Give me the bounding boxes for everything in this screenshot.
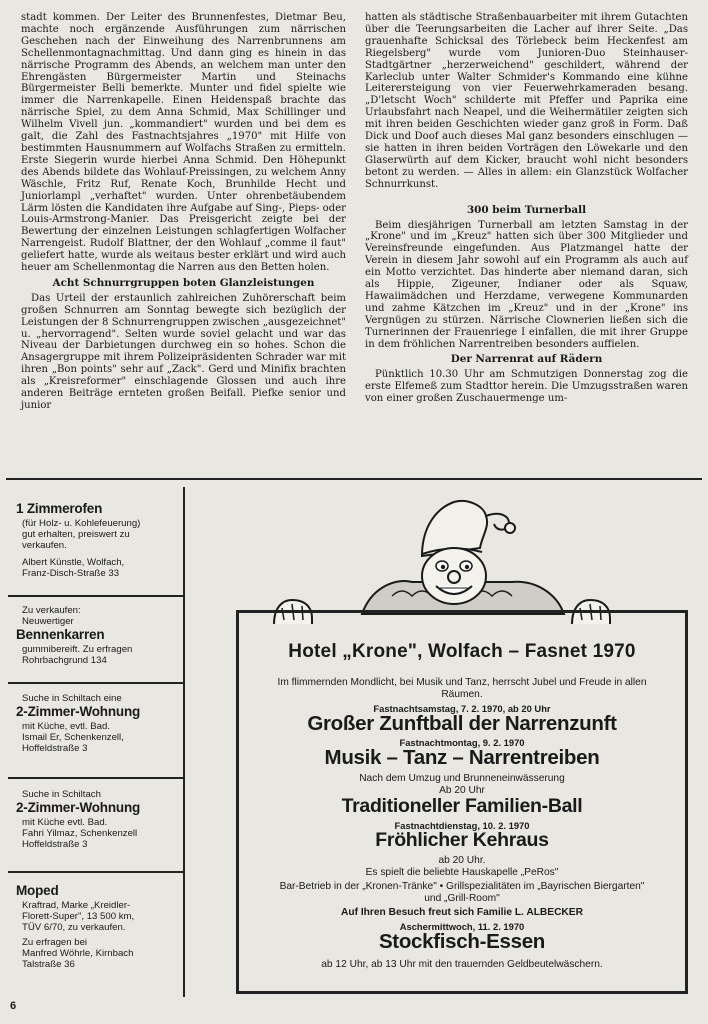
ad-heading: 2-Zimmer-Wohnung xyxy=(16,800,141,815)
ad-heading: 1 Zimmerofen xyxy=(16,501,103,516)
article-paragraph: Beim diesjährigen Turnerball am letzten Samstag in der „Krone" und im „Kreuz" hatten sich über 300 Mitglieder und Vereinsfreunde eingefunden. Aus Platzmangel hatte der Verein in diesem Jahr sowohl auf ein Programm als auch auf ein Motto verzichtet. Das hinderte aber niemand daran, sich als Hippie, Zigeuner, Indianer oder als Squaw, Hawaiimädchen und Herzdame, verwegene Kommunarden und zahme Kätzchen im „Kreuz" und in der „Krone" ins Vergnügen zu stürzen. Närrische Clownerien ließen sich die Turnerinnen der Frauenriege I einfallen, die mit ihrer Gruppe in dem fröhlichen Narrentreiben besonders auffielen. xyxy=(365,219,688,350)
event-date: Fastnachtdienstag, 10. 2. 1970 xyxy=(394,820,530,831)
section-heading: Acht Schnurrgruppen boten Glanzleistungen xyxy=(52,276,315,289)
ad-line: Florett-Super", 13 500 km, xyxy=(22,911,135,922)
event-note: Es spielt die beliebte Hauskapelle „PeRos" xyxy=(365,867,559,878)
classified-ad xyxy=(8,693,181,754)
article-paragraph: stadt kommen. Der Leiter des Brunnenfestes, Dietmar Beu, machte noch ergänzende Ausführungen zum närrischen Geschehen nach der Einweihung des Narrenbrunnens am Schellenmontagnachmittag. Und dann ging es hinein in das närrische Programm des Abends, an welchem man unter den Ehrengästen Bürgermeister Martin und Steinachs Bürgermeister Belli bemerkte. Munter und fidel spielte wie immer die Narrenkapelle. Einen Heidenspaß brachte das närrische Spiel, zu dem Anna Schmid, Max Schillinger und Wilhelm Vivell jun. „kommandiert" wurden und bei dem es galt, die Zahl des Fastnachtsjahres „1970" mit Hilfe von bestimmten Hausnummern auf Wolfachs Straßen zu ermitteln. Erste Siegerin wurde hierbei Anna Schmid. Den Höhepunkt des Abends bildete das Wohlauf-Preissingen, zu welchem Anny Wäschle, Fritz Ruf, Renate Koch, Brunhilde Hecht und Juniorlampl „verhaftet" wurden. Unter ohrenbetäubendem Lärm lösten die Kandidaten ihre Aufgabe auf Sing-, Pieps- oder Louis-Armstrong-Manier. Das Preisgericht zeigte bei der Bewertung der einzelnen Leistungen schlagfertigen Wolfacher Narrengeist. Rudolf Blattner, der den Wohlauf „comme il faut" geliefert hatte, wurde als weitaus bester erklärt und wird auch heuer am Schellenmontag die Narren aus den Betten holen. xyxy=(21,12,346,274)
ad-heading: 2-Zimmer-Wohnung xyxy=(16,704,141,719)
article-column-left xyxy=(21,12,346,412)
ad-line: Fahri Yilmaz, Schenkenzell xyxy=(22,828,138,839)
ad-heading: Moped xyxy=(16,883,59,898)
ad-line: Talstraße 36 xyxy=(22,959,75,970)
ad-divider xyxy=(8,777,183,779)
event-date: Fastnachtsamstag, 7. 2. 1970, ab 20 Uhr xyxy=(373,703,551,714)
jester-clown-icon xyxy=(272,496,612,624)
ad-heading: Bennenkarren xyxy=(16,627,105,642)
classified-ad xyxy=(8,789,181,850)
ad-line: Manfred Wöhrle, Kirnbach xyxy=(22,948,134,959)
ad-line: verkaufen. xyxy=(22,540,67,551)
ad-line: TÜV 6/70, zu verkaufen. xyxy=(22,922,126,933)
event-note: Ab 20 Uhr xyxy=(439,785,485,796)
ad-line: Rohrbachgrund 134 xyxy=(22,655,107,666)
ad-divider xyxy=(8,682,183,684)
hotel-krone-ad xyxy=(236,610,688,994)
ad-divider xyxy=(8,595,183,597)
ad-line: Zu erfragen bei xyxy=(22,937,88,948)
article-paragraph: Pünktlich 10.30 Uhr am Schmutzigen Donnerstag zog die erste Elfemeß zum Stadttor herein. Die Umzugsstraßen waren von einer großen Zuschauermenge um- xyxy=(365,369,688,405)
section-heading: Der Narrenrat auf Rädern xyxy=(450,353,603,366)
event-note: und „Grill-Room" xyxy=(424,893,500,904)
event-note: ab 20 Uhr. xyxy=(438,855,486,866)
ad-line: Neuwertiger xyxy=(22,616,74,627)
ad-line: Ismail Er, Schenkenzell, xyxy=(22,732,124,743)
event-title: Traditioneller Familien-Ball xyxy=(341,795,583,817)
ad-title: Hotel „Krone", Wolfach – Fasnet 1970 xyxy=(288,641,636,662)
article-paragraph: hatten als städtische Straßenbauarbeiter mit ihrem Gutachten über die Teerungsarbeiten die Lacher auf ihrer Seite. „Das grauenhafte Schicksal des Törlebeck beim Heckenfest am Riegelsberg" wurde vom Junioren-Duo Steinhauser-Stadtgärtner „herzerweichend" geschildert, während der Karleclub unter Walter Schmider's Kommando eine kühne Leiterersteigung von vier Feuerwehrkameraden besang. „D'letscht Woch" schilderte mit Pfeffer und Paprika eine Urlaubsfahrt nach Neapel, und die Weihermätiler zeigten sich mit ihren beiden Geschichten wieder ganz groß in Form. Daß Dick und Doof auch dieses Mal ganz besonders einschlugen — sie hatten in ihren beiden Vorträgen den Löwekarle und den Glaserwürth auf dem Kicker, braucht wohl nicht besonders betont zu werden. — Alles in allem: ein Glanzstück Wolfacher Schnurrkunst. xyxy=(365,12,688,190)
ad-line: Hoffeldstraße 3 xyxy=(22,743,88,754)
event-title: Musik – Tanz – Narrentreiben xyxy=(324,746,600,769)
ad-line: Albert Künstle, Wolfach, xyxy=(22,557,125,568)
classified-ad xyxy=(8,605,181,666)
ad-line: mit Küche evtl. Bad. xyxy=(22,817,108,828)
event-date: Fastnachtmontag, 9. 2. 1970 xyxy=(399,737,525,748)
event-date: Aschermittwoch, 11. 2. 1970 xyxy=(399,921,525,932)
page-number: 6 xyxy=(10,1000,17,1012)
event-note: Nach dem Umzug und Brunneneinwässerung xyxy=(359,773,565,784)
classified-ad xyxy=(8,501,181,579)
ad-line: mit Küche, evtl. Bad. xyxy=(22,721,110,732)
event-note: Bar-Betrieb in der „Kronen-Tränke" • Grillspezialitäten im „Bayrischen Biergarten" xyxy=(279,881,645,892)
ad-line: Suche in Schiltach xyxy=(22,789,101,800)
article-paragraph: Das Urteil der erstaunlich zahlreichen Zuhörerschaft beim großen Schnurren am Sonntag bewegte sich bezüglich der Leistungen der 8 Schnurrengruppen zwischen „ausgezeichnet" u. „hervorragend". Selten wurde soviel gelacht und war das Niveau der Darbietungen durchweg ein so hohes. Schon die Ansagergruppe mit ihrem Polizeipräsidenten Schrader war mit ihren „Bon points" sehr auf „Zack". Gerd und Minifix brachten als „Kreisreformer" einschlagende Glossen und auch ihre anderen Beiträge ernteten großen Beifall. Piefke senior und junior xyxy=(21,292,346,411)
event-note: Auf Ihren Besuch freut sich Familie L. ALBECKER xyxy=(341,907,583,918)
ad-divider xyxy=(8,871,183,873)
ad-intro: Im flimmernden Mondlicht, bei Musik und Tanz, herrscht Jubel und Freude in allen xyxy=(277,677,647,688)
classifieds-column xyxy=(8,487,185,997)
event-note: ab 12 Uhr, ab 13 Uhr mit den trauernden Geldbeutelwäschern. xyxy=(321,959,603,970)
ad-line: Hoffeldstraße 3 xyxy=(22,839,88,850)
event-title: Stockfisch-Essen xyxy=(378,930,546,953)
ad-line: Kraftrad, Marke „Kreidler- xyxy=(22,900,131,911)
event-title: Großer Zunftball der Narrenzunft xyxy=(307,712,617,735)
section-heading: 300 beim Turnerball xyxy=(466,203,587,216)
ad-line: gummibereift. Zu erfragen xyxy=(22,644,133,655)
ad-line: Franz-Disch-Straße 33 xyxy=(22,568,120,579)
ad-line: gut erhalten, preiswert zu xyxy=(22,529,130,540)
event-title: Fröhlicher Kehraus xyxy=(375,829,549,851)
ad-line: Suche in Schiltach eine xyxy=(22,693,122,704)
ad-line: (für Holz- u. Kohlefeuerung) xyxy=(22,518,141,529)
ad-line: Zu verkaufen: xyxy=(22,605,81,616)
classified-ad xyxy=(8,883,181,970)
article-column-right xyxy=(365,12,688,405)
section-divider xyxy=(6,478,702,480)
ad-intro: Räumen. xyxy=(441,689,483,700)
